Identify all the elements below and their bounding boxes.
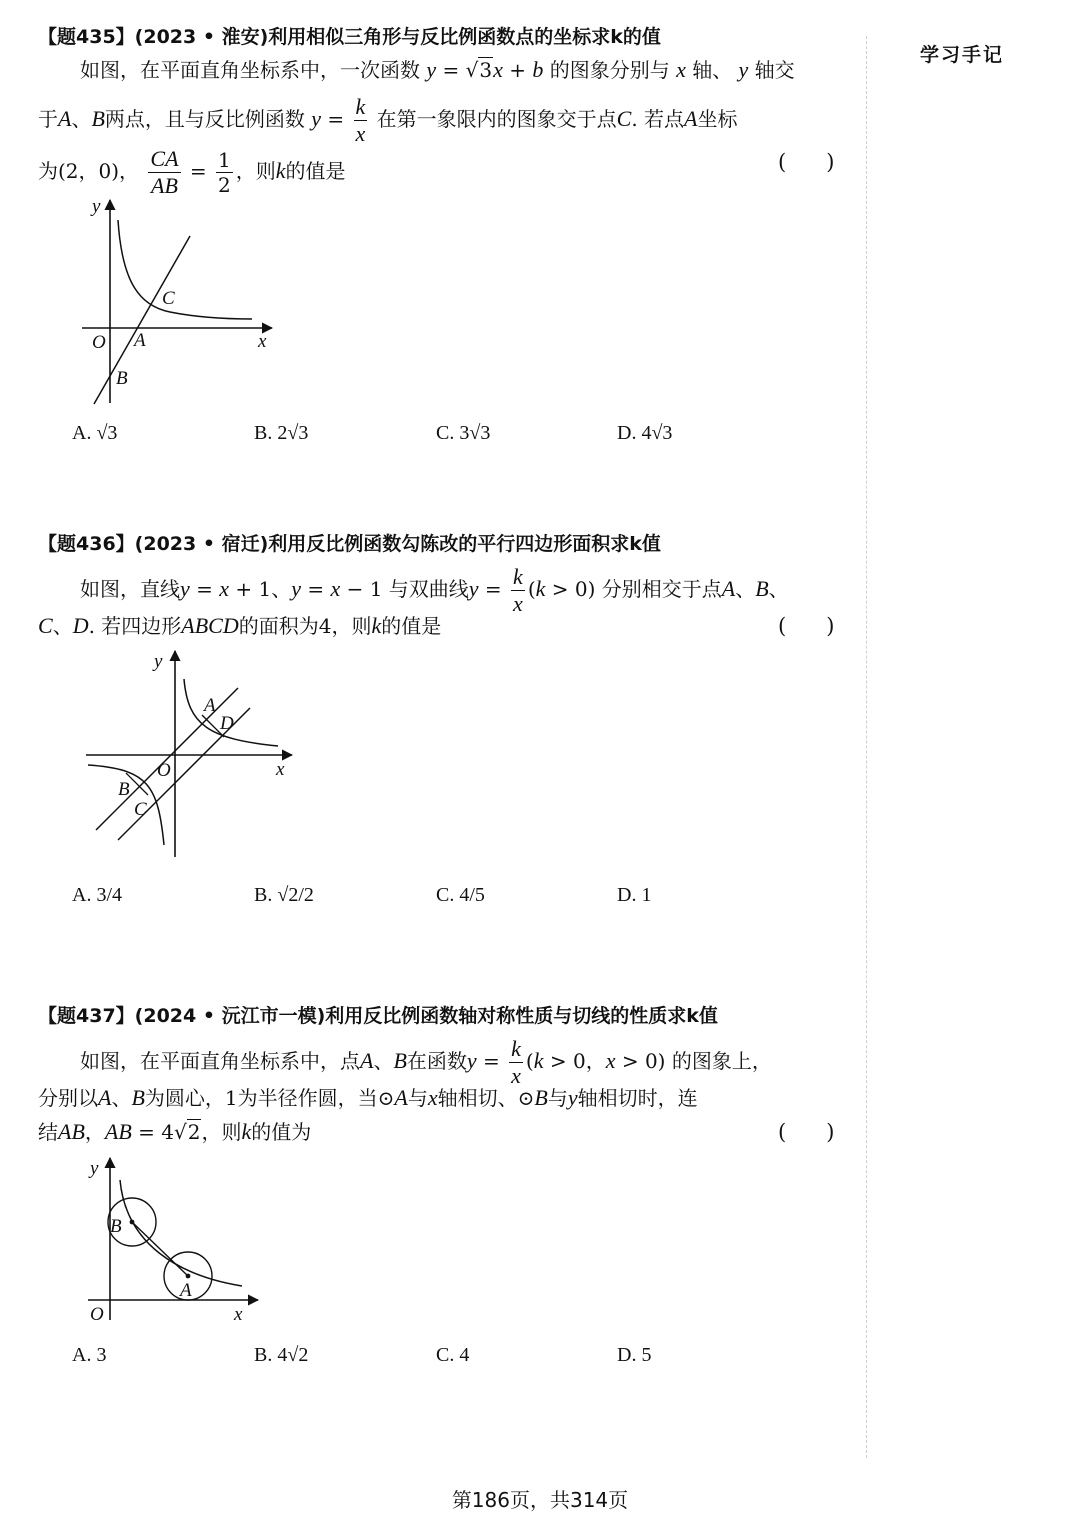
problem-436-header: 【题436】(2023 • 宿迁)利用反比例函数勾陈改的平行四边形面积求k值: [38, 533, 661, 555]
problem-435-line-3: 为(2，0)， $\frac{CA}{AB}$ = $\frac{1}{2}$ ，则k的值是: [38, 146, 346, 198]
problem-435-option-d[interactable]: D. 4√3: [617, 422, 673, 444]
problem-436-line-2: C、D. 若四边形ABCD的面积为4，则k的值是: [38, 613, 442, 638]
origin-label: O: [90, 1304, 104, 1325]
problem-435-option-c[interactable]: C. 3√3: [436, 422, 491, 444]
problem-437-header: 【题437】(2024 • 沅江市一模)利用反比例函数轴对称性质与切线的性质求k值: [38, 1005, 718, 1027]
line-y-x-plus-1: [96, 688, 238, 830]
problem-436-option-a[interactable]: A. 3/4: [72, 884, 122, 906]
problem-435-line-1: 如图，在平面直角坐标系中，一次函数 y = √3x + b 的图象分别与 x 轴、 y 轴交: [80, 57, 795, 82]
x-axis-label: x: [234, 1304, 243, 1325]
x-axis-label: x: [258, 331, 267, 352]
problem-436-option-b[interactable]: B. √2/2: [254, 884, 314, 906]
problem-435-figure: [70, 188, 290, 413]
problem-437-line-1: 如图，在平面直角坐标系中，点A、B在函数y = $\frac{k}{x}$ (k > 0，x > 0) 的图象上，: [80, 1036, 772, 1088]
problem-437-answer-blank[interactable]: ( ): [778, 1120, 835, 1144]
point-b-dot: [130, 1220, 135, 1225]
point-d-label: D: [220, 713, 234, 734]
x-axis-label: x: [276, 759, 285, 780]
origin-label: O: [157, 760, 171, 781]
point-a-label: A: [204, 695, 216, 716]
hyperbola-curve: [118, 220, 252, 319]
problem-436-option-d[interactable]: D. 1: [617, 884, 652, 906]
notes-title: 学习手记: [920, 44, 1005, 66]
problem-437-option-b[interactable]: B. 4√2: [254, 1344, 309, 1366]
problem-437-line-3: 结AB，AB = 4√2，则k的值为: [38, 1119, 312, 1144]
problem-435-answer-blank[interactable]: ( ): [778, 150, 835, 174]
point-a-label: A: [180, 1280, 192, 1301]
point-b-label: B: [116, 368, 128, 389]
origin-label: O: [92, 332, 106, 353]
problem-437-option-a[interactable]: A. 3: [72, 1344, 107, 1366]
problem-435-option-b[interactable]: B. 2√3: [254, 422, 309, 444]
problem-436-option-c[interactable]: C. 4/5: [436, 884, 485, 906]
linear-function-line: [94, 236, 190, 404]
problem-436-line-1: 如图，直线y = x + 1、y = x − 1 与双曲线y = $\frac{k}{x}$ (k > 0) 分别相交于点A、B、: [80, 564, 789, 616]
y-axis-label: y: [154, 651, 163, 672]
point-b-label: B: [118, 779, 130, 800]
problem-437-line-2: 分别以A、B为圆心，1为半径作圆，当⊙A与x轴相切、⊙B与y轴相切时，连: [38, 1085, 698, 1110]
page-number-footer: 第186页，共314页: [451, 1488, 629, 1512]
problem-436-figure: [78, 645, 300, 865]
point-a-dot: [186, 1274, 191, 1279]
point-a-label: A: [134, 330, 146, 351]
problem-437-figure: [70, 1150, 270, 1332]
point-c-label: C: [162, 288, 175, 309]
y-axis-label: y: [92, 196, 101, 217]
problem-435-line-2: 于A、B两点，且与反比例函数 y = $\frac{k}{x}$ 在第一象限内的图象交于点C. 若点A坐标: [38, 94, 738, 146]
problem-435-header: 【题435】(2023 • 淮安)利用相似三角形与反比例函数点的坐标求k的值: [38, 26, 661, 48]
point-c-label: C: [134, 799, 147, 820]
notes-divider: [866, 36, 867, 1458]
problem-436-answer-blank[interactable]: ( ): [778, 614, 835, 638]
problem-437-option-c[interactable]: C. 4: [436, 1344, 470, 1366]
problem-437-option-d[interactable]: D. 5: [617, 1344, 652, 1366]
segment-ab: [132, 1222, 188, 1276]
problem-435-option-a[interactable]: A. √3: [72, 422, 118, 444]
point-b-label: B: [110, 1216, 122, 1237]
y-axis-label: y: [90, 1158, 99, 1179]
